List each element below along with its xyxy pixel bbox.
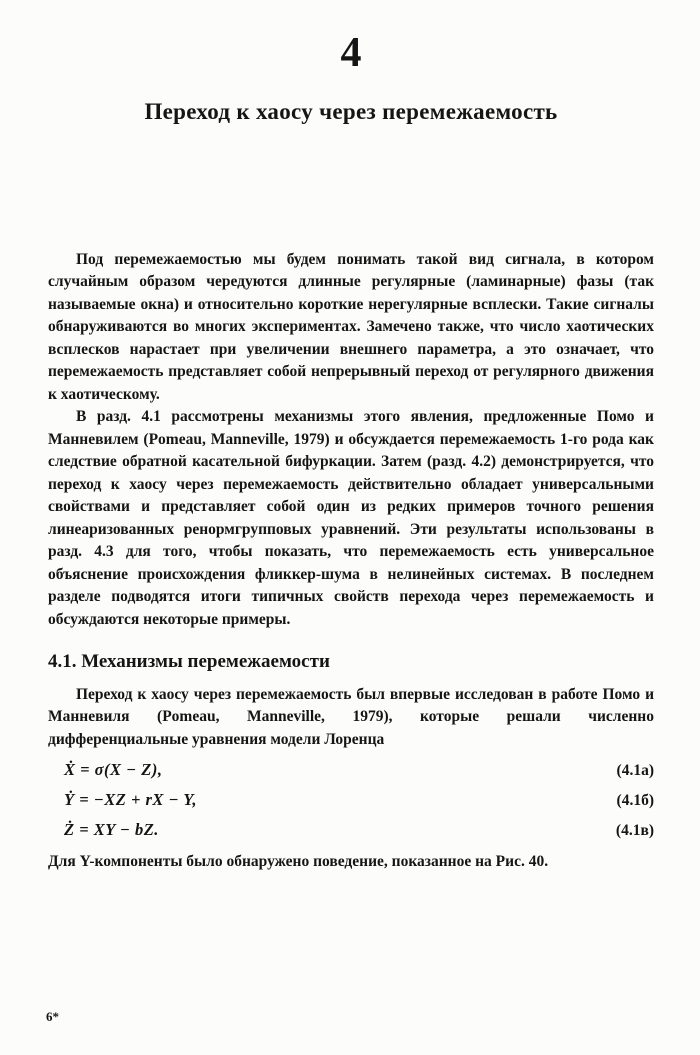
equation-block — [48, 755, 654, 845]
section-closing-paragraph: Для Y-компоненты было обнаружено поведение, показанное на Рис. 40. — [48, 853, 549, 871]
intro-paragraph-2: В разд. 4.1 рассмотрены механизмы этого явления, предложенные Помо и Манневилем (Pomeau, Manneville, 1979) и обсуждается перемежаемость 1-го рода как следствие обратной касательной бифуркации. Затем (разд. 4.2) демонстрируется, что переход к хаосу через перемежаемость действительно обладает универсальными свойствами и представляет собой один из редких примеров точного решения линеаризованных ренормгрупповых уравнений. Эти результаты использованы в разд. 4.3 для того, чтобы показать, что перемежаемость есть универсальное объяснение происхождения фликкер-шума в нелинейных системах. В последнем разделе подводятся итоги типичных свойств перехода через перемежаемость и обсуждаются некоторые примеры. — [48, 408, 654, 628]
equation-label: (4.1в) — [615, 822, 654, 840]
section-heading: 4.1. Механизмы перемежаемости — [48, 651, 330, 673]
equation-formula: Ẏ = −XZ + rX − Y, — [64, 790, 198, 810]
equation-row — [48, 755, 654, 785]
equation-label: (4.1а) — [616, 762, 654, 780]
equation-row — [48, 785, 654, 815]
equation-row — [48, 815, 654, 845]
page-signature-mark: 6* — [46, 1009, 59, 1024]
chapter-title: Переход к хаосу через перемежаемость — [144, 99, 558, 125]
equation-formula: Ż = XY − bZ. — [64, 820, 159, 840]
equation-formula: Ẋ = σ(X − Z), — [64, 760, 163, 780]
intro-paragraph-1: Под перемежаемостью мы будем понимать такой вид сигнала, в котором случайным образом чередуются длинные регулярные (ламинарные) фазы (так называемые окна) и относительно короткие нерегулярные всплески. Такие сигналы обнаруживаются во многих экспериментах. Замечено также, что число хаотических всплесков нарастает при увеличении внешнего параметра, а это означает, что перемежаемость представляет собой непрерывный переход от регулярного движения к хаотическому. — [48, 250, 654, 403]
section-lead-paragraph: Переход к хаосу через перемежаемость был впервые исследован в работе Помо и Манневиля (Pomeau, Manneville, 1979), которые решали численно дифференциальные уравнения модели Лоренца — [48, 685, 654, 748]
chapter-number: 4 — [340, 30, 362, 76]
equation-label: (4.1б) — [616, 792, 654, 810]
body-text-block — [48, 249, 654, 874]
